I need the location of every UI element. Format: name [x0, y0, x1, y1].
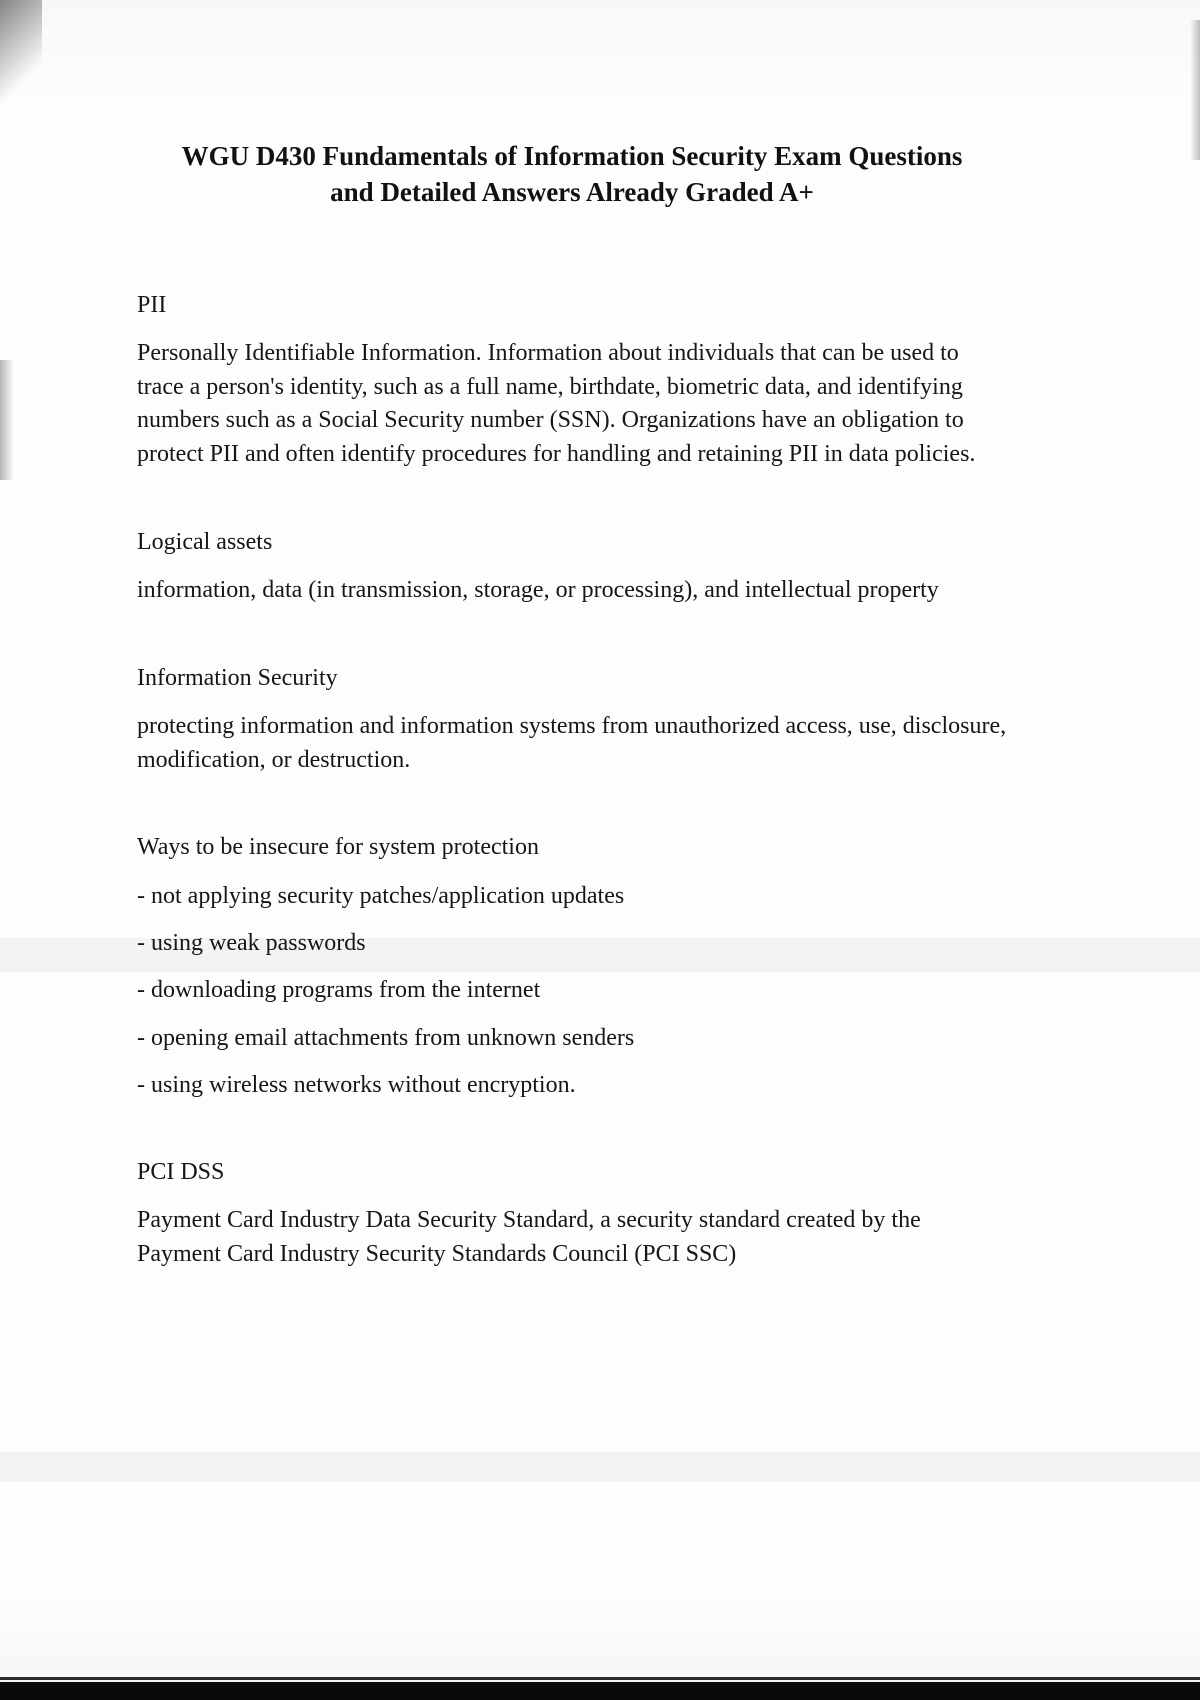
document-content	[137, 138, 1007, 1271]
document-title	[137, 138, 1007, 211]
bullet-item: - using weak passwords	[137, 929, 366, 956]
term-heading: Information Security	[137, 664, 338, 691]
scan-artifact-right-edge	[1190, 20, 1200, 160]
term-heading: Logical assets	[137, 528, 273, 555]
section-pci-dss	[137, 1156, 1007, 1272]
section-ways-to-be-insecure	[137, 831, 1007, 1101]
document-title-line-1: WGU D430 Fundamentals of Information Security Exam Questions	[181, 141, 963, 171]
scan-artifact-band	[0, 1452, 1200, 1482]
scan-artifact-corner	[0, 0, 42, 110]
section-information-security	[137, 662, 1007, 778]
bullet-item: - not applying security patches/application updates	[137, 882, 625, 909]
section-logical-assets	[137, 526, 1007, 608]
document-title-line-2: and Detailed Answers Already Graded A+	[330, 177, 814, 208]
bullet-item: - downloading programs from the internet	[137, 977, 541, 1004]
bullet-item: - using wireless networks without encryption.	[137, 1072, 576, 1099]
term-heading: PCI DSS	[137, 1158, 225, 1185]
term-answer: Payment Card Industry Data Security Standard, a security standard created by the Payment Card Industry Security Standards Council (PCI SSC)	[137, 1206, 921, 1267]
term-answer: Personally Identifiable Information. Information about individuals that can be used to trace a person's identity, such as a full name, birthdate, biometric data, and identifying numbers such as a Social Security number (SSN). Organizations have an obligation to protect PII and often identify procedures for handling and retaining PII in data policies.	[137, 340, 976, 468]
bottom-rule	[0, 1677, 1200, 1680]
bottom-bar	[0, 1682, 1200, 1700]
term-heading: PII	[137, 291, 167, 318]
term-answer: protecting information and information systems from unauthorized access, use, disclosure, modification, or destruction.	[137, 713, 1007, 773]
bullet-item: - opening email attachments from unknown senders	[137, 1024, 635, 1051]
scan-artifact-left-edge	[0, 360, 14, 480]
term-heading: Ways to be insecure for system protection	[137, 834, 539, 861]
section-pii	[137, 289, 1007, 472]
term-answer: information, data (in transmission, storage, or processing), and intellectual property	[137, 577, 939, 604]
